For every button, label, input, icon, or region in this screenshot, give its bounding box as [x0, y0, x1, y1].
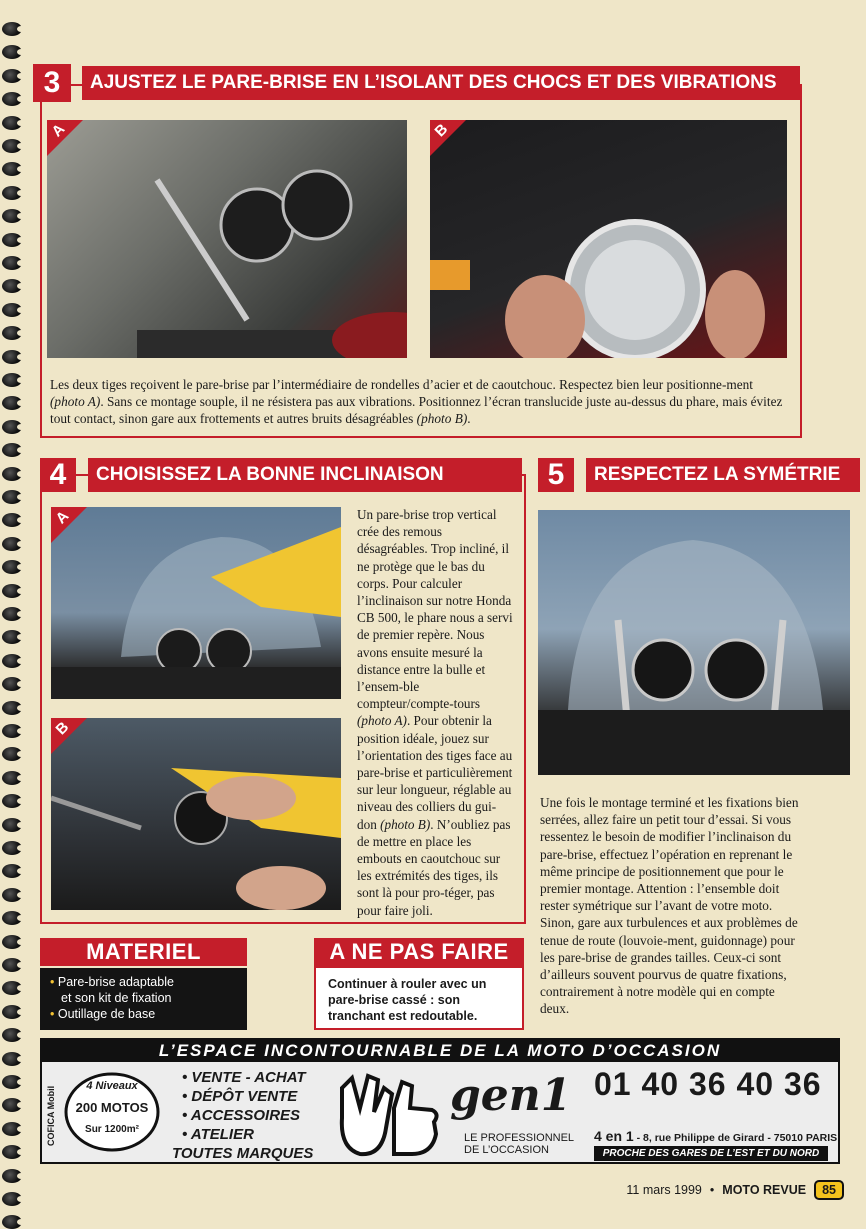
ad-address: [594, 1128, 837, 1144]
spiral-ring: [2, 1169, 22, 1183]
ad-banner: L’ESPACE INCONTOURNABLE DE LA MOTO D’OCCASION: [42, 1040, 838, 1062]
spiral-ring: [2, 256, 22, 270]
spiral-ring: [2, 724, 22, 738]
spiral-ring: [2, 1005, 22, 1019]
section-3-title: AJUSTEZ LE PARE-BRISE EN L’ISOLANT DES CHOCS ET DES VIBRATIONS: [82, 66, 800, 100]
page-footer: [626, 1180, 844, 1200]
a-ne-pas-faire-text: Continuer à rouler avec un pare-brise cassé : son tranchant est redoutable.: [314, 966, 524, 1030]
spiral-ring: [2, 1075, 22, 1089]
spiral-ring: [2, 92, 22, 106]
photo-tag-b: B: [51, 718, 87, 754]
ad-phone: 01 40 36 40 36: [594, 1066, 822, 1102]
spiral-ring: [2, 747, 22, 761]
badge-line-1: 4 Niveaux: [86, 1080, 138, 1092]
section-4-text: Un pare-brise trop vertical crée des remous désagréables. Trop incliné, il ne protège que le bas du corps. Pour calculer l’inclinaison sur notre Honda CB 500, le phare nous a servi de premier repère. Nous avons ensuite mesuré la distance entre la bulle et l’ensem-ble compteur/compte-tours (photo A). Pour obtenir la position idéale, jouez sur l’orientation des tiges face au pare-brise et particulièrement sur leur longueur, réglable au niveau des colliers du gui-don (photo B). N’oubliez pas de mettre en place les embouts en caoutchouc sur les extrémités des tiges, ils sont là pour pro-téger, pas pour faire joli.: [357, 507, 513, 918]
section-3-photo-b: [430, 120, 787, 358]
ad-service-item: • VENTE - ACHAT: [182, 1069, 306, 1086]
spiral-ring: [2, 186, 22, 200]
spiral-ring: [2, 467, 22, 481]
spiral-ring: [2, 1028, 22, 1042]
spiral-ring: [2, 560, 22, 574]
spiral-ring: [2, 1052, 22, 1066]
spiral-ring: [2, 888, 22, 902]
section-3-number: 3: [33, 64, 71, 102]
spiral-ring: [2, 22, 22, 36]
spiral-ring: [2, 630, 22, 644]
spiral-binding: [2, 22, 24, 1212]
spiral-ring: [2, 420, 22, 434]
windscreen-illustration: [51, 507, 341, 699]
footer-date: 11 mars 1999: [626, 1183, 702, 1197]
spiral-ring: [2, 911, 22, 925]
spiral-ring: [2, 771, 22, 785]
ad-service-item: • ATELIER: [182, 1126, 254, 1143]
badge-line-2: 200 MOTOS: [75, 1100, 149, 1115]
spiral-ring: [2, 1122, 22, 1136]
ad-service-item: • ACCESSOIRES: [182, 1107, 301, 1124]
section-3-photo-a: [47, 120, 407, 358]
spiral-ring: [2, 677, 22, 691]
materiel-list: [40, 968, 247, 1030]
spiral-ring: [2, 794, 22, 808]
section-5-photo: [538, 510, 850, 775]
section-4-title: CHOISISSEZ LA BONNE INCLINAISON: [88, 458, 522, 492]
spiral-ring: [2, 279, 22, 293]
materiel-item: • Pare-brise adaptable: [50, 975, 174, 989]
spiral-ring: [2, 326, 22, 340]
ad-side-text: COFICA Mobil: [46, 1085, 56, 1146]
spiral-ring: [2, 654, 22, 668]
handlebar-illustration: [51, 718, 341, 910]
materiel-item: et son kit de fixation: [61, 991, 172, 1005]
spiral-ring: [2, 841, 22, 855]
spiral-ring: [2, 864, 22, 878]
badge-line-3: Sur 1200m²: [85, 1124, 139, 1135]
address-text: - 8, rue Philippe de Girard - 75010 PARIS: [633, 1132, 838, 1144]
spiral-ring: [2, 116, 22, 130]
ad-tagline: [464, 1132, 574, 1156]
ad-service-item: • DÉPÔT VENTE: [182, 1088, 298, 1105]
ad-service-item: TOUTES MARQUES: [172, 1145, 314, 1162]
ad-services: [172, 1068, 314, 1163]
tagline-line-2: DE L’OCCASION: [464, 1144, 549, 1156]
spiral-ring: [2, 373, 22, 387]
gauges-illustration: [47, 120, 407, 358]
spiral-ring: [2, 233, 22, 247]
spiral-ring: [2, 818, 22, 832]
advertisement: [40, 1038, 840, 1164]
ad-stations: PROCHE DES GARES DE L’EST ET DU NORD: [594, 1146, 828, 1161]
spiral-ring: [2, 1215, 22, 1229]
spiral-ring: [2, 958, 22, 972]
address-bold: 4 en 1: [594, 1128, 634, 1144]
section-3-text: Les deux tiges reçoivent le pare-brise par l’intermédiaire de rondelles d’acier et de caoutchouc. Respectez bien leur positionne-ment (photo A). Sans ce montage souple, il ne résistera pas aux vibrations. Positionnez l’écran translucide juste au-dessus du phare, mais évitez tout contact, sinon gare aux frottements et autres bruits désagréables (photo B).: [50, 377, 783, 426]
photo-tag-a: A: [47, 120, 83, 156]
footer-magazine: MOTO REVUE: [722, 1183, 807, 1197]
materiel-item: • Outillage de base: [50, 1007, 156, 1021]
spiral-ring: [2, 139, 22, 153]
spiral-ring: [2, 162, 22, 176]
section-5-number: 5: [538, 458, 574, 492]
spiral-ring: [2, 584, 22, 598]
symmetric-windscreen-illustration: [538, 510, 850, 775]
tagline-line-1: LE PROFESSIONNEL: [464, 1132, 575, 1144]
spiral-ring: [2, 209, 22, 223]
spiral-ring: [2, 607, 22, 621]
spiral-ring: [2, 443, 22, 457]
spiral-ring: [2, 1098, 22, 1112]
spiral-ring: [2, 396, 22, 410]
photo-tag-a: A: [51, 507, 87, 543]
spiral-ring: [2, 69, 22, 83]
spiral-ring: [2, 513, 22, 527]
ad-badge: [64, 1070, 160, 1154]
spiral-ring: [2, 45, 22, 59]
spiral-ring: [2, 701, 22, 715]
spiral-ring: [2, 981, 22, 995]
spiral-ring: [2, 490, 22, 504]
section-5-text: Une fois le montage terminé et les fixations bien serrées, allez faire un petit tour d’essai. Si vous ressentez le besoin de modifier l’inclinaison du pare-brise, effectuez l’opération en reprenant le même principe de positionnement que pour le premier montage. Attention : l’ensemble doit rester symétrique sur l’avant de votre moto. Sinon, gare aux turbulences et aux problèmes de tenue de route (louvoie-ment, guidonnage) pour les pare-brise de grandes tailles. Ceux-ci sont d’ailleurs souvent pourvus de quatre fixations, contrairement à notre modèle qui en compte deux.: [540, 795, 799, 1017]
headlight-illustration: [430, 120, 787, 358]
spiral-ring: [2, 537, 22, 551]
footer-separator: •: [709, 1183, 715, 1197]
spiral-ring: [2, 1145, 22, 1159]
section-5-title: RESPECTEZ LA SYMÉTRIE: [586, 458, 860, 492]
section-4-photo-a: [51, 507, 341, 699]
section-4-number: 4: [40, 458, 76, 492]
materiel-title: MATERIEL: [40, 938, 247, 966]
spiral-ring: [2, 935, 22, 949]
page-number: 85: [814, 1180, 844, 1200]
a-ne-pas-faire-title: A NE PAS FAIRE: [314, 938, 524, 966]
thumbs-up-hands-icon: [332, 1068, 442, 1160]
spiral-ring: [2, 1192, 22, 1206]
photo-tag-b: B: [430, 120, 466, 156]
section-4-photo-b: [51, 718, 341, 910]
gen1-logo: gen1: [450, 1070, 572, 1121]
spiral-ring: [2, 303, 22, 317]
spiral-ring: [2, 350, 22, 364]
